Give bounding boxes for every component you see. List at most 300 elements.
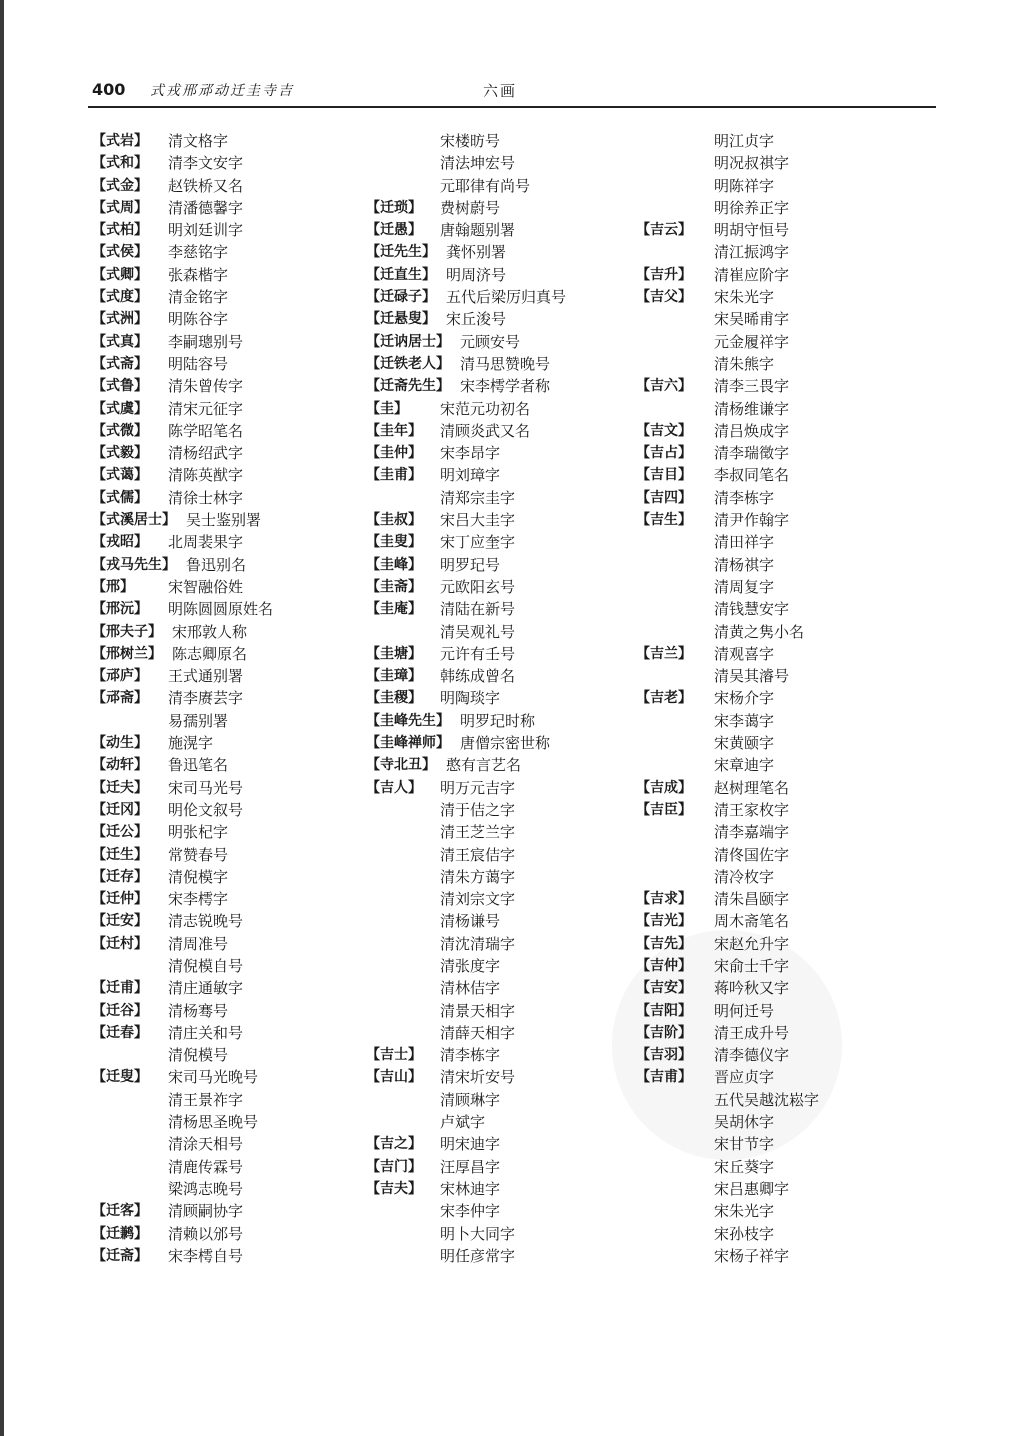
dictionary-entry	[636, 864, 936, 886]
entry-definition: 晋应贞字	[714, 1068, 775, 1087]
entry-headword: 【吉臣】	[636, 801, 692, 818]
entry-definition: 明宋迪字	[440, 1135, 501, 1154]
entry-definition: 清周准号	[168, 934, 229, 953]
entry-headword: 【圭峰禅师】	[366, 735, 450, 752]
entry-headword: 【式洲】	[92, 311, 148, 328]
entry-definition: 清宋元征字	[168, 399, 244, 418]
dictionary-entry	[636, 195, 936, 217]
entry-headword: 【迁村】	[92, 935, 148, 952]
entry-headword: 【吉升】	[636, 266, 692, 283]
entry-headword: 【圭】	[366, 400, 408, 417]
entry-headword: 【迁公】	[92, 824, 148, 841]
dictionary-entry	[366, 775, 634, 797]
entry-definition: 明刘璋字	[440, 466, 501, 485]
dictionary-entry	[366, 373, 634, 395]
entry-definition: 宋丁应奎字	[440, 533, 516, 552]
dictionary-entry	[366, 1020, 634, 1042]
entry-definition: 清杨骞号	[168, 1001, 229, 1020]
entry-headword: 【迁谷】	[92, 1002, 148, 1019]
entry-headword: 【邢夫子】	[92, 623, 162, 640]
entry-definition: 李叔同笔名	[714, 466, 790, 485]
dictionary-entry	[92, 641, 362, 663]
entry-headword: 【圭斋】	[366, 578, 422, 595]
dictionary-entry	[366, 752, 634, 774]
dictionary-entry	[366, 953, 634, 975]
dictionary-entry	[92, 775, 362, 797]
entry-headword: 【式卿】	[92, 266, 148, 283]
entry-definition: 宋丘葵字	[714, 1157, 775, 1176]
entry-definition: 明万元吉字	[440, 778, 516, 797]
dictionary-entry	[92, 730, 362, 752]
entry-definition: 宋杨介字	[714, 689, 775, 708]
entry-headword: 【式周】	[92, 199, 148, 216]
entry-definition: 清杨祺字	[714, 555, 775, 574]
entry-definition: 清赖以邠号	[168, 1224, 244, 1243]
entry-column-3	[636, 128, 936, 1265]
entry-definition: 清薛天相字	[440, 1023, 516, 1042]
entry-definition: 李慈铭字	[168, 243, 229, 262]
entry-headword: 【吉阶】	[636, 1024, 692, 1041]
dictionary-entry	[92, 797, 362, 819]
entry-definition: 明伦文叙号	[168, 800, 244, 819]
entry-definition: 鲁迅笔名	[168, 756, 229, 775]
entry-definition: 清潘德馨字	[168, 198, 244, 217]
entry-definition: 清倪模字	[168, 867, 229, 886]
entry-definition: 清李嘉端字	[714, 823, 790, 842]
dictionary-entry	[636, 1042, 936, 1064]
entry-headword: 【迁先生】	[366, 244, 436, 261]
dictionary-entry	[366, 797, 634, 819]
dictionary-entry	[366, 150, 634, 172]
entry-headword: 【吉阳】	[636, 1002, 692, 1019]
dictionary-entry	[366, 1064, 634, 1086]
entry-definition: 明任彦常字	[440, 1246, 516, 1265]
entry-headword: 【吉生】	[636, 512, 692, 529]
scan-edge	[0, 0, 4, 1436]
dictionary-entry	[92, 886, 362, 908]
entry-definition: 宋智融俗姓	[168, 577, 244, 596]
entry-definition: 清志锐晚号	[168, 912, 244, 931]
dictionary-entry	[92, 931, 362, 953]
entry-headword: 【式真】	[92, 333, 148, 350]
entry-definition: 清顾嗣协字	[168, 1202, 244, 1221]
entry-headword: 【迁存】	[92, 868, 148, 885]
entry-definition: 吴士鉴别署	[186, 511, 262, 530]
header-rule	[88, 106, 936, 108]
entry-headword: 【吉四】	[636, 489, 692, 506]
entry-definition: 明张杞字	[168, 823, 229, 842]
entry-definition: 元许有壬号	[440, 644, 516, 663]
entry-definition: 宋司马光晚号	[168, 1068, 259, 1087]
dictionary-entry	[366, 641, 634, 663]
entry-headword: 【式金】	[92, 177, 148, 194]
dictionary-entry	[92, 1198, 362, 1220]
dictionary-entry	[92, 351, 362, 373]
entry-headword: 【吉甫】	[636, 1069, 692, 1086]
entry-headword: 【迁甫】	[92, 980, 148, 997]
entry-definition: 宋章迪字	[714, 756, 775, 775]
dictionary-entry	[92, 150, 362, 172]
entry-definition: 清郑宗圭字	[440, 488, 516, 507]
entry-definition: 施滉字	[168, 734, 214, 753]
dictionary-entry	[92, 128, 362, 150]
dictionary-entry	[92, 685, 362, 707]
entry-definition: 元金履祥字	[714, 332, 790, 351]
entry-definition: 清钱慧安字	[714, 600, 790, 619]
dictionary-entry	[92, 262, 362, 284]
dictionary-entry	[92, 752, 362, 774]
entry-definition: 清王景祚字	[168, 1090, 244, 1109]
entry-definition: 清李德仪字	[714, 1046, 790, 1065]
entry-headword: 【戎马先生】	[92, 556, 176, 573]
entry-headword: 【迁冈】	[92, 801, 148, 818]
dictionary-entry	[636, 797, 936, 819]
entry-definition: 韩练成曾名	[440, 667, 516, 686]
dictionary-entry	[636, 529, 936, 551]
entry-headword: 【邢】	[92, 578, 134, 595]
dictionary-entry	[366, 886, 634, 908]
entry-headword: 【迁客】	[92, 1203, 148, 1220]
entry-definition: 费树蔚号	[440, 198, 501, 217]
dictionary-entry	[92, 619, 362, 641]
entry-definition: 清李赓芸字	[168, 689, 244, 708]
dictionary-entry	[92, 195, 362, 217]
dictionary-entry	[366, 864, 634, 886]
dictionary-entry	[636, 1221, 936, 1243]
entry-definition: 宋杨子祥字	[714, 1246, 790, 1265]
dictionary-entry	[636, 975, 936, 997]
dictionary-entry	[636, 440, 936, 462]
entry-headword: 【吉羽】	[636, 1047, 692, 1064]
entry-definition: 明胡守恒号	[714, 221, 790, 240]
entry-definition: 宋李樗学者称	[460, 377, 551, 396]
entry-definition: 清杨思圣晚号	[168, 1113, 259, 1132]
entry-definition: 清涂天相号	[168, 1135, 244, 1154]
dictionary-entry	[366, 596, 634, 618]
running-headwords: 式戎邢邧动迁圭寺吉	[150, 83, 294, 99]
entry-headword: 【式微】	[92, 422, 148, 439]
entry-definition: 赵树理笔名	[714, 778, 790, 797]
dictionary-entry	[366, 663, 634, 685]
entry-definition: 清顾炎武又名	[440, 421, 531, 440]
entry-headword: 【圭年】	[366, 422, 422, 439]
dictionary-entry	[366, 507, 634, 529]
entry-definition: 宋李仲字	[440, 1202, 501, 1221]
entry-definition: 清金铭字	[168, 288, 229, 307]
entry-definition: 明周济号	[446, 265, 507, 284]
entry-definition: 清朱昌颐字	[714, 890, 790, 909]
entry-definition: 清黄之隽小名	[714, 622, 805, 641]
entry-definition: 卢斌字	[440, 1113, 486, 1132]
dictionary-entry	[92, 864, 362, 886]
entry-definition: 常赞春号	[168, 845, 229, 864]
dictionary-entry	[636, 485, 936, 507]
entry-headword: 【迁春】	[92, 1024, 148, 1041]
entry-headword: 【式斋】	[92, 355, 148, 372]
dictionary-entry	[636, 306, 936, 328]
dictionary-entry	[366, 128, 634, 150]
dictionary-entry	[366, 239, 634, 261]
dictionary-entry	[366, 217, 634, 239]
entry-definition: 清吴观礼号	[440, 622, 516, 641]
entry-headword: 【式鲁】	[92, 378, 148, 395]
dictionary-entry	[636, 685, 936, 707]
dictionary-entry	[92, 507, 362, 529]
dictionary-entry	[366, 574, 634, 596]
dictionary-entry	[92, 418, 362, 440]
dictionary-entry	[92, 819, 362, 841]
dictionary-entry	[636, 1154, 936, 1176]
dictionary-entry	[636, 284, 936, 306]
entry-headword: 【式蔼】	[92, 467, 148, 484]
dictionary-entry	[92, 574, 362, 596]
entry-definition: 宋林迪字	[440, 1179, 501, 1198]
entry-headword: 【吉山】	[366, 1069, 422, 1086]
dictionary-entry	[636, 1198, 936, 1220]
entry-definition: 清杨绍武字	[168, 444, 244, 463]
entry-definition: 清周复字	[714, 577, 775, 596]
dictionary-entry	[636, 708, 936, 730]
dictionary-entry	[636, 730, 936, 752]
entry-headword: 【吉占】	[636, 445, 692, 462]
entry-definition: 赵铁桥又名	[168, 176, 244, 195]
dictionary-entry	[92, 284, 362, 306]
dictionary-entry	[366, 1154, 634, 1176]
entry-definition: 宋朱光字	[714, 288, 775, 307]
dictionary-entry	[636, 150, 936, 172]
dictionary-entry	[366, 998, 634, 1020]
entry-definition: 清田祥字	[714, 533, 775, 552]
dictionary-entry	[92, 1042, 362, 1064]
entry-definition: 宋孙枝字	[714, 1224, 775, 1243]
dictionary-entry	[636, 1243, 936, 1265]
dictionary-entry	[366, 418, 634, 440]
dictionary-entry	[366, 819, 634, 841]
entry-definition: 明罗玘号	[440, 555, 501, 574]
dictionary-entry	[92, 596, 362, 618]
dictionary-entry	[92, 1154, 362, 1176]
dictionary-entry	[92, 462, 362, 484]
dictionary-entry	[366, 842, 634, 864]
entry-definition: 清观喜字	[714, 644, 775, 663]
dictionary-entry	[366, 730, 634, 752]
entry-definition: 清杨维谦字	[714, 399, 790, 418]
dictionary-entry	[366, 1221, 634, 1243]
entry-headword: 【式儒】	[92, 489, 148, 506]
entry-headword: 【圭叔】	[366, 512, 422, 529]
entry-definition: 宋范元功初名	[440, 399, 531, 418]
entry-headword: 【迁叟】	[92, 1069, 148, 1086]
entry-column-1	[92, 128, 362, 1265]
entry-definition: 清佟国佐字	[714, 845, 790, 864]
entry-definition: 清李文安字	[168, 154, 244, 173]
dictionary-entry	[366, 1243, 634, 1265]
dictionary-entry	[636, 128, 936, 150]
dictionary-entry	[366, 1109, 634, 1131]
entry-headword: 【邢树兰】	[92, 645, 162, 662]
dictionary-entry	[366, 173, 634, 195]
dictionary-entry	[92, 1020, 362, 1042]
dictionary-entry	[92, 908, 362, 930]
dictionary-entry	[636, 418, 936, 440]
entry-definition: 清倪模号	[168, 1046, 229, 1065]
dictionary-entry	[366, 284, 634, 306]
dictionary-entry	[92, 1221, 362, 1243]
entry-headword: 【圭庵】	[366, 601, 422, 618]
dictionary-entry	[636, 908, 936, 930]
entry-definition: 宋李蔼字	[714, 711, 775, 730]
section-title: 六画	[483, 82, 518, 100]
entry-definition: 清尹作翰字	[714, 511, 790, 530]
dictionary-entry	[636, 842, 936, 864]
entry-headword: 【式柏】	[92, 222, 148, 239]
entry-headword: 【邧斋】	[92, 690, 148, 707]
dictionary-entry	[92, 708, 362, 730]
entry-definition: 清朱曾传字	[168, 377, 244, 396]
entry-headword: 【迁讷居士】	[366, 333, 450, 350]
entry-definition: 明卜大同字	[440, 1224, 516, 1243]
dictionary-entry	[92, 1243, 362, 1265]
dictionary-entry	[92, 440, 362, 462]
entry-definition: 元顾安号	[460, 332, 521, 351]
dictionary-entry	[366, 1198, 634, 1220]
dictionary-entry	[636, 1064, 936, 1086]
entry-definition: 龚怀别署	[446, 243, 507, 262]
entry-definition: 清沈清瑞字	[440, 934, 516, 953]
dictionary-entry	[366, 396, 634, 418]
dictionary-entry	[636, 373, 936, 395]
entry-headword: 【迁愚】	[366, 222, 422, 239]
dictionary-entry	[366, 708, 634, 730]
entry-definition: 清景天相字	[440, 1001, 516, 1020]
entry-headword: 【迁夫】	[92, 779, 148, 796]
entry-definition: 明陆容号	[168, 354, 229, 373]
entry-definition: 明江贞字	[714, 132, 775, 150]
dictionary-entry	[636, 886, 936, 908]
dictionary-entry	[92, 1131, 362, 1153]
entry-definition: 清王芝兰字	[440, 823, 516, 842]
entry-definition: 清李栋字	[714, 488, 775, 507]
entry-headword: 【迁生】	[92, 846, 148, 863]
entry-definition: 元欧阳玄号	[440, 577, 516, 596]
entry-headword: 【迁直生】	[366, 266, 436, 283]
dictionary-entry	[366, 1087, 634, 1109]
entry-headword: 【圭峰先生】	[366, 712, 450, 729]
dictionary-entry	[366, 195, 634, 217]
dictionary-entry	[92, 217, 362, 239]
entry-headword: 【迁斋】	[92, 1247, 148, 1264]
page-number: 400	[92, 80, 126, 99]
dictionary-entry	[92, 485, 362, 507]
entry-definition: 吴胡休字	[714, 1113, 775, 1132]
entry-definition: 宋朱光字	[714, 1202, 775, 1221]
entry-definition: 清于佶之字	[440, 800, 516, 819]
entry-headword: 【吉求】	[636, 891, 692, 908]
entry-definition: 宋黄颐字	[714, 734, 775, 753]
entry-definition: 清张度字	[440, 956, 501, 975]
entry-headword: 【吉安】	[636, 980, 692, 997]
entry-definition: 明刘廷训字	[168, 221, 244, 240]
entry-headword: 【迁安】	[92, 913, 148, 930]
entry-definition: 清王家枚字	[714, 800, 790, 819]
dictionary-entry	[636, 173, 936, 195]
entry-definition: 宋吕大圭字	[440, 511, 516, 530]
dictionary-entry	[366, 931, 634, 953]
dictionary-entry	[366, 329, 634, 351]
dictionary-entry	[636, 931, 936, 953]
entry-definition: 鲁迅别名	[186, 555, 247, 574]
entry-headword: 【吉先】	[636, 935, 692, 952]
dictionary-entry	[366, 1176, 634, 1198]
entry-definition: 明何迁号	[714, 1001, 775, 1020]
dictionary-entry	[366, 552, 634, 574]
dictionary-entry	[636, 819, 936, 841]
dictionary-entry	[636, 217, 936, 239]
entry-definition: 清徐士林字	[168, 488, 244, 507]
entry-definition: 清顾琳字	[440, 1090, 501, 1109]
dictionary-entry	[636, 752, 936, 774]
entry-headword: 【吉夫】	[366, 1180, 422, 1197]
entry-headword: 【迁琐】	[366, 199, 422, 216]
entry-definition: 清李瑞徵字	[714, 444, 790, 463]
dictionary-entry	[366, 529, 634, 551]
dictionary-entry	[92, 842, 362, 864]
entry-headword: 【邢沅】	[92, 601, 148, 618]
entry-headword: 【吉六】	[636, 378, 692, 395]
entry-definition: 陈志卿原名	[172, 644, 248, 663]
entry-definition: 清陈英猷字	[168, 466, 244, 485]
dictionary-entry	[636, 998, 936, 1020]
dictionary-entry	[92, 329, 362, 351]
entry-headword: 【吉成】	[636, 779, 692, 796]
entry-headword: 【吉父】	[636, 289, 692, 306]
dictionary-entry	[366, 462, 634, 484]
entry-definition: 清刘宗文字	[440, 890, 516, 909]
entry-definition: 清王宸佶字	[440, 845, 516, 864]
dictionary-entry	[636, 329, 936, 351]
entry-headword: 【圭稷】	[366, 690, 422, 707]
entry-headword: 【圭峰】	[366, 556, 422, 573]
entry-definition: 宋甘节字	[714, 1135, 775, 1154]
entry-definition: 宋吕惠卿字	[714, 1179, 790, 1198]
dictionary-entry	[366, 975, 634, 997]
entry-definition: 宋司马光号	[168, 778, 244, 797]
dictionary-entry	[92, 663, 362, 685]
dictionary-entry	[366, 908, 634, 930]
dictionary-entry	[636, 396, 936, 418]
dictionary-entry	[636, 574, 936, 596]
dictionary-entry	[92, 373, 362, 395]
dictionary-entry	[92, 998, 362, 1020]
dictionary-entry	[366, 1042, 634, 1064]
entry-definition: 明陈圆圆原姓名	[168, 600, 274, 619]
entry-definition: 宋赵允升字	[714, 934, 790, 953]
entry-headword: 【邧庐】	[92, 668, 148, 685]
page-header	[88, 78, 938, 104]
entry-definition: 唐翰题别署	[440, 221, 516, 240]
entry-headword: 【吉文】	[636, 422, 692, 439]
entry-definition: 五代吴越沈崧字	[714, 1090, 820, 1109]
entry-headword: 【式岩】	[92, 133, 148, 149]
dictionary-entry	[636, 1176, 936, 1198]
entry-definition: 宋楼昉号	[440, 132, 501, 150]
entry-definition: 清李栋字	[440, 1046, 501, 1065]
entry-definition: 清文格字	[168, 132, 229, 150]
dictionary-entry	[636, 1087, 936, 1109]
entry-headword: 【吉士】	[366, 1047, 422, 1064]
dictionary-entry	[366, 1131, 634, 1153]
entry-definition: 明陈谷字	[168, 310, 229, 329]
